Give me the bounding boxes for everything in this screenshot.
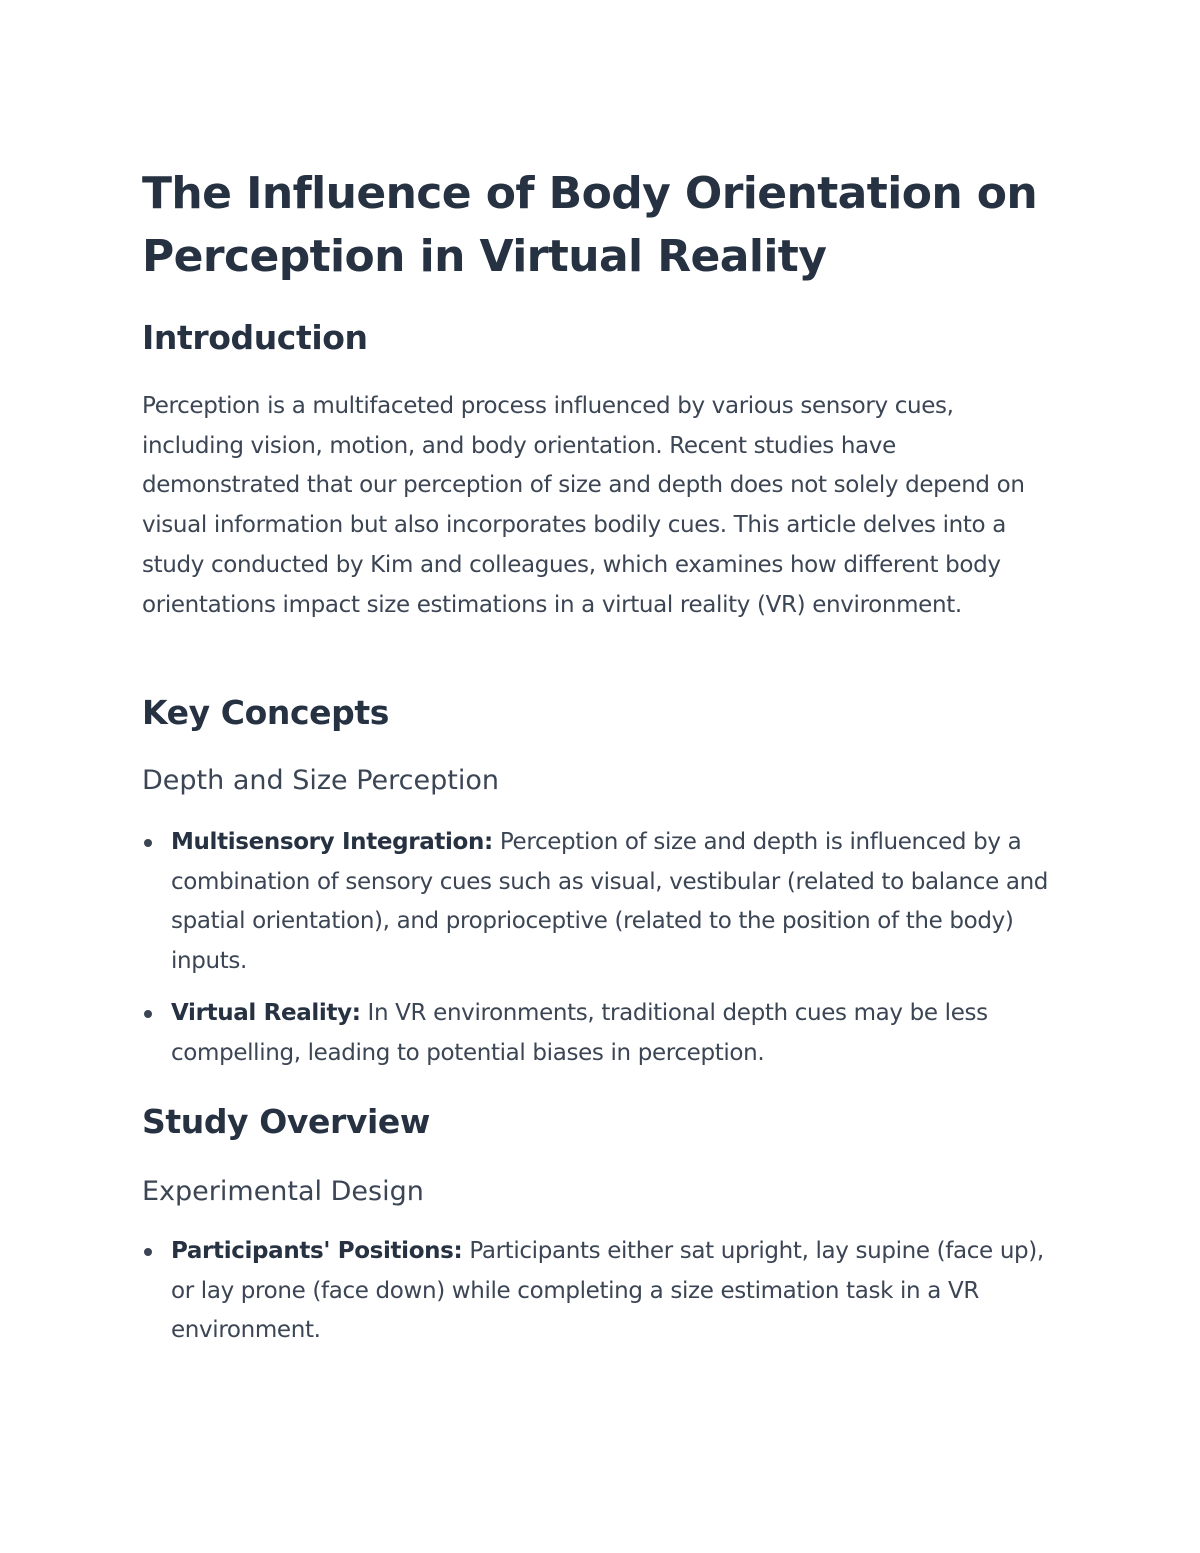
list-item: [142, 994, 1067, 1073]
list-item: [142, 823, 1067, 982]
subheading-experimental-design: Experimental Design: [142, 1176, 424, 1207]
document-title: The Influence of Body Orientation on Perception in Virtual Reality: [142, 168, 1038, 282]
bullet-text: In VR environments, traditional depth cues may be less compelling, leading to potential biases in perception.: [171, 999, 988, 1066]
bullet-term: Participants' Positions:: [171, 1238, 463, 1264]
bullet-text: Perception of size and depth is influenced by a combination of sensory cues such as visual, vestibular (related to balance and spatial orientation), and proprioceptive (related to the position of the body) inputs.: [171, 829, 1049, 975]
bullet-text: Participants either sat upright, lay supine (face up), or lay prone (face down) while completing a size estimation task in a VR environment.: [171, 1238, 1044, 1344]
bullet-term: Virtual Reality:: [171, 999, 361, 1026]
key-concepts-list: [142, 823, 1067, 1085]
bullet-dot-icon: [144, 1248, 152, 1256]
list-item: [142, 1232, 1067, 1351]
introduction-paragraph: Perception is a multifaceted process influenced by various sensory cues, including vision, motion, and body orientation. Recent studies have demonstrated that our perception of size and depth does not solely depend on visual information but also incorporates bodily cues. This article delves into a study conducted by Kim and colleagues, which examines how different body orientations impact size estimations in a virtual reality (VR) environment.: [142, 393, 1025, 618]
heading-introduction: Introduction: [142, 318, 368, 357]
study-overview-list: [142, 1232, 1067, 1363]
heading-key-concepts: Key Concepts: [142, 693, 389, 732]
bullet-dot-icon: [144, 1010, 152, 1018]
bullet-dot-icon: [144, 839, 152, 847]
heading-study-overview: Study Overview: [142, 1102, 430, 1141]
subheading-depth-size-perception: Depth and Size Perception: [142, 765, 499, 796]
bullet-term: Multisensory Integration:: [171, 829, 493, 855]
